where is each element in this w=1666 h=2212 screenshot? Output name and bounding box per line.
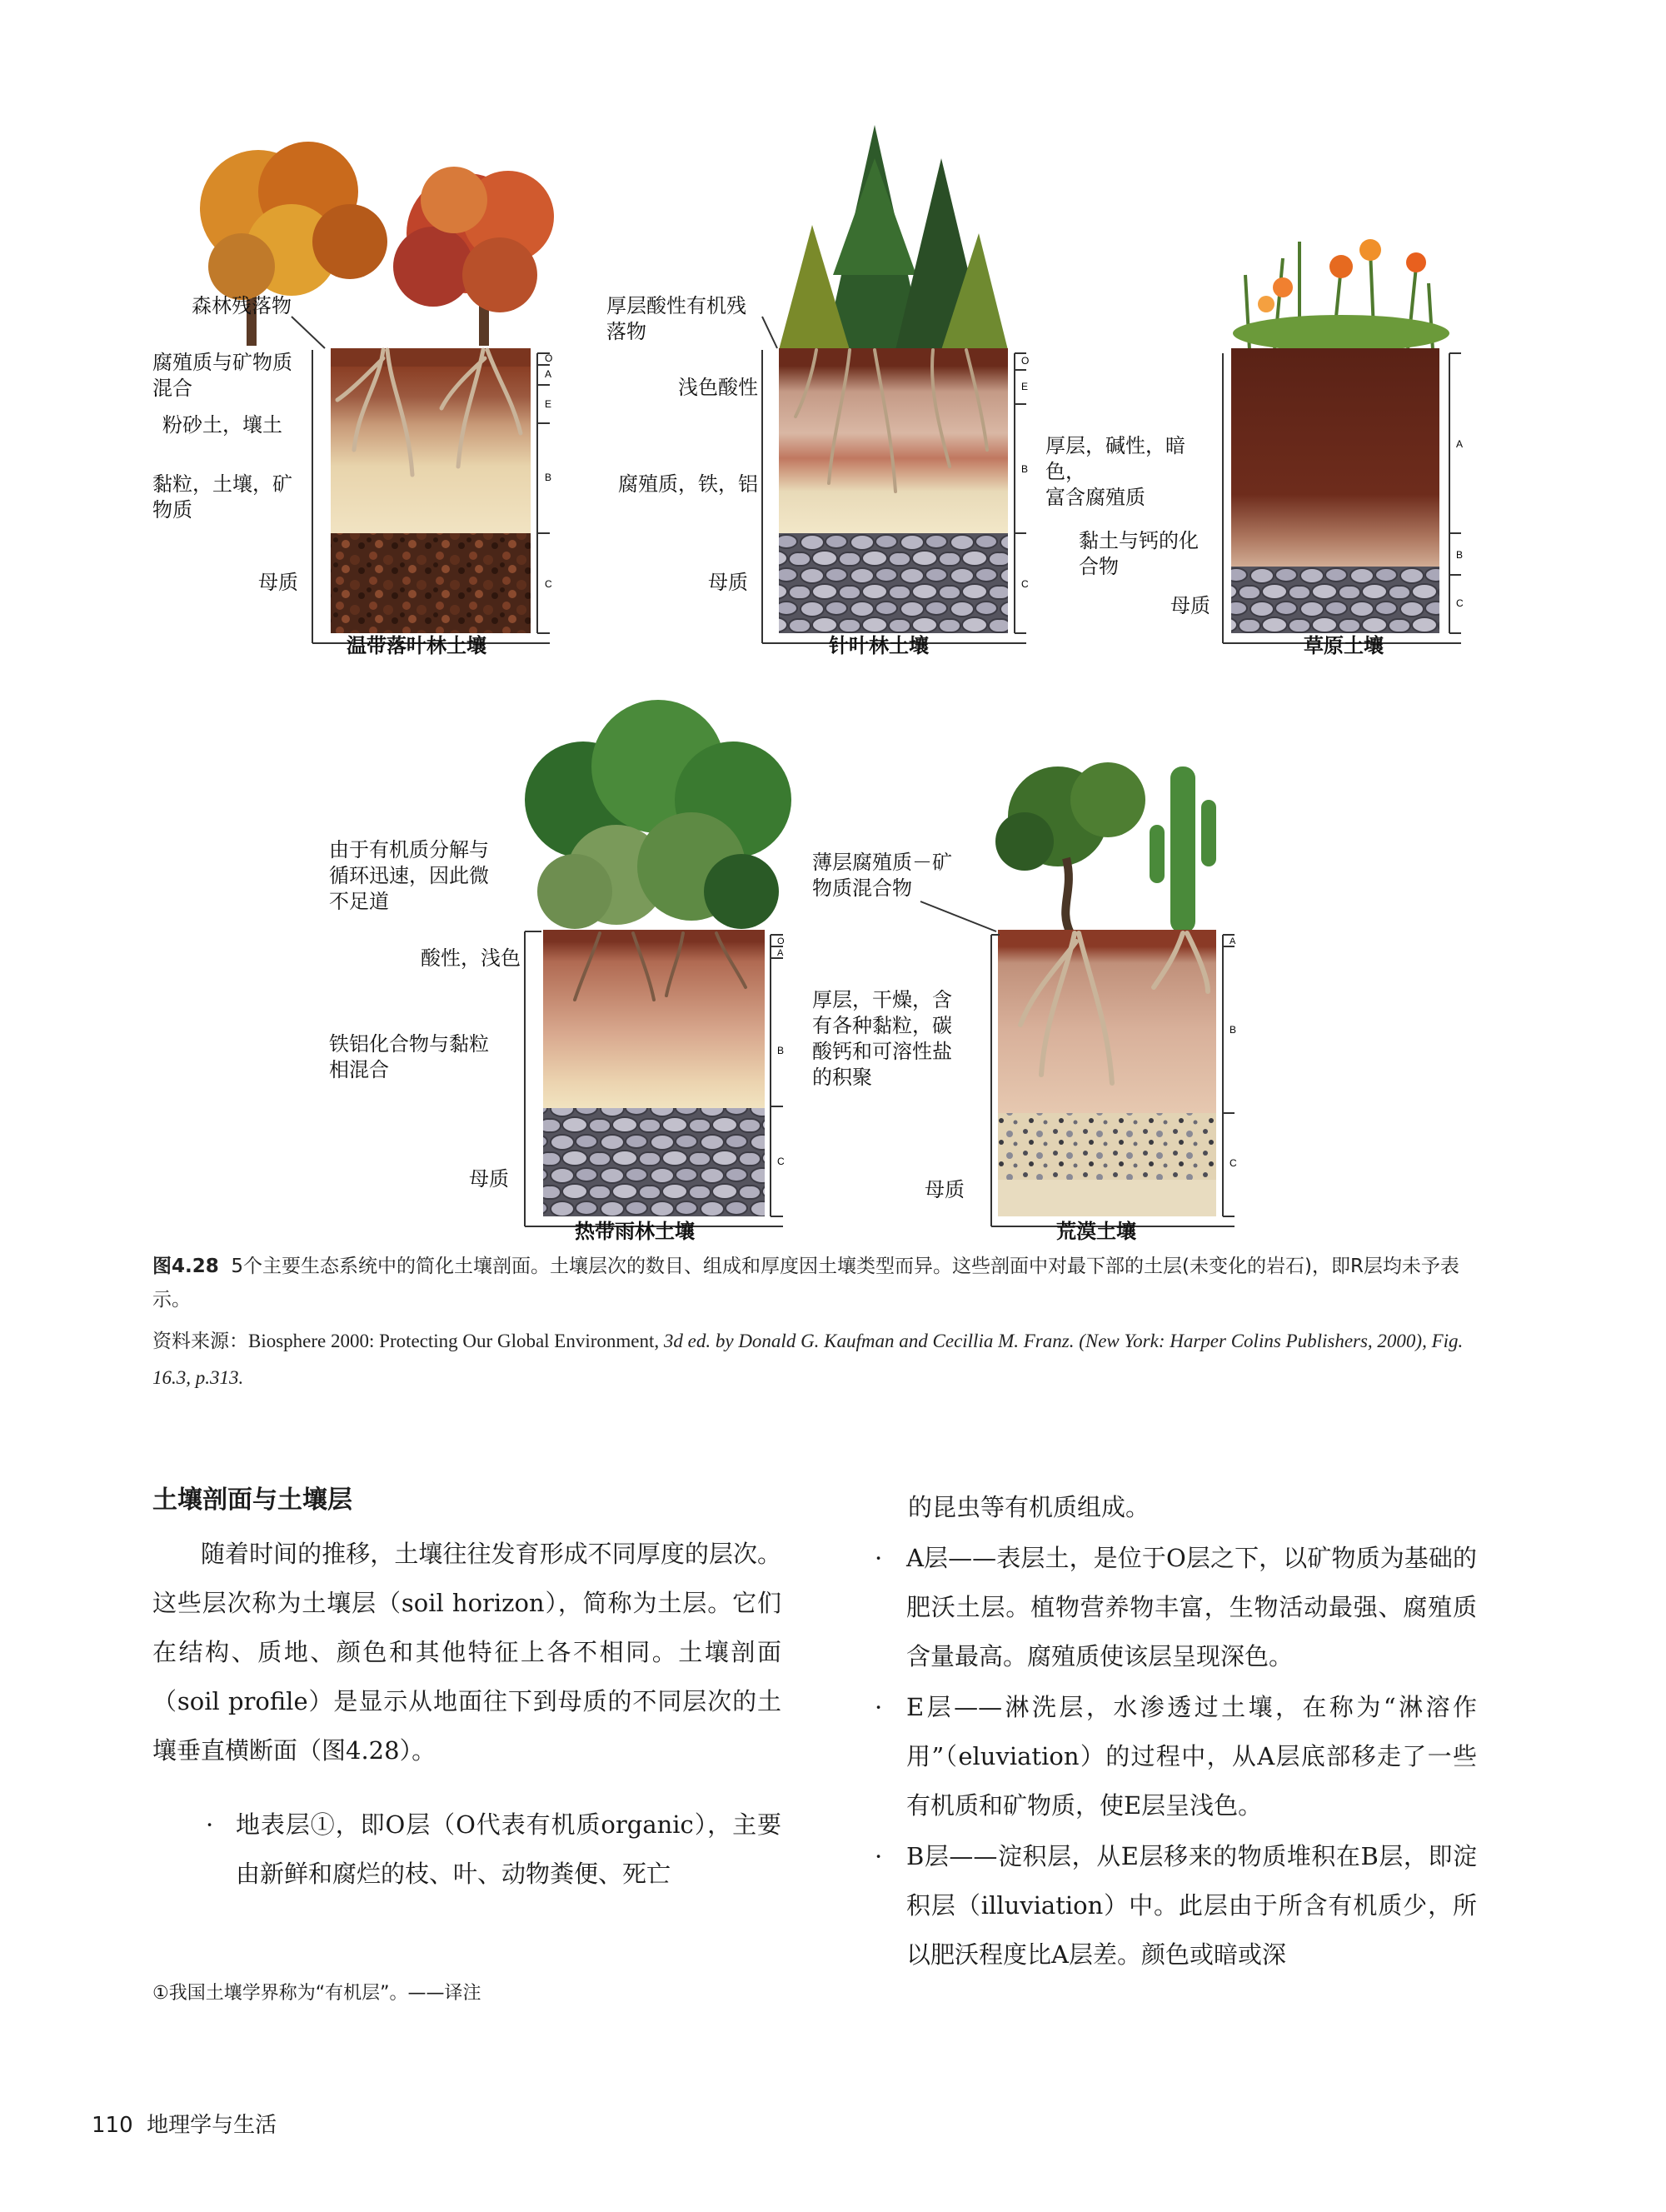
label-humus-mineral-mix: 腐殖质与矿物质 混合 — [152, 351, 292, 400]
label-thin-humus-mineral: 薄层腐殖质－矿 物质混合物 — [812, 851, 952, 900]
label-iron-aluminum-clay: 铁铝化合物与黏粒 相混合 — [329, 1032, 489, 1081]
label-silt-loam: 粉砂土，壤土 — [162, 413, 282, 437]
source-title: Biosphere 2000: Protecting Our Global Environment, — [248, 1331, 660, 1351]
profile-conifer — [762, 125, 1029, 643]
label-negligible-organic: 由于有机质分解与 循环迅速，因此微 不足道 — [329, 838, 489, 913]
caption-grassland: 草原土壤 — [1304, 634, 1384, 657]
svg-text:C: C — [1230, 1157, 1237, 1169]
svg-text:A: A — [545, 368, 552, 380]
conifer-tree-illustration — [779, 125, 1008, 350]
svg-text:O: O — [1021, 355, 1030, 367]
label-thick-dry-clay: 厚层，干燥，含 有各种黏粒，碳 酸钙和可溶性盐 的积聚 — [812, 988, 952, 1089]
svg-text:C: C — [777, 1156, 785, 1167]
svg-text:E: E — [1021, 381, 1029, 392]
svg-text:A: A — [1230, 936, 1236, 946]
bullet-b-horizon: · B层——淀积层，从E层移来的物质堆积在B层，即淀积层（illuviation）中。此层由于所含有机质少，所以肥沃程度比A层差。颜色或暗或深 — [875, 1842, 1477, 1969]
svg-text:B: B — [545, 472, 552, 483]
label-parent-material: 母质 — [925, 1178, 965, 1201]
grassland-plants-illustration — [1233, 239, 1449, 352]
figure-source — [152, 1323, 1473, 1396]
bullet-e-horizon: · E层——淋洗层，水渗透过土壤，在称为“淋溶作用”（eluviation）的过程中，从A层底部移走了一些有机质和矿物质，使E层呈浅色。 — [875, 1693, 1477, 1820]
svg-text:C: C — [545, 578, 552, 590]
svg-text:A: A — [1456, 438, 1464, 450]
right-column — [875, 1483, 1477, 1980]
desert-plants-illustration — [995, 762, 1216, 933]
svg-text:B: B — [1456, 549, 1464, 561]
svg-text:A: A — [777, 948, 784, 958]
label-parent-material: 母质 — [708, 571, 748, 594]
book-title: 地理学与生活 — [147, 2113, 277, 2138]
bullet-o-horizon: · 地表层①，即O层（O代表有机质organic），主要由新鲜和腐烂的枝、叶、动物粪便、死亡 — [206, 1810, 781, 1888]
label-acid-light: 酸性，浅色 — [421, 946, 521, 970]
label-light-acid: 浅色酸性 — [678, 376, 758, 399]
page-number: 110 — [92, 2113, 133, 2138]
rainforest-vegetation-illustration — [525, 700, 791, 929]
figure-number: 图4.28 — [152, 1256, 219, 1277]
left-column — [152, 1530, 781, 1899]
svg-text:B: B — [1230, 1024, 1237, 1036]
caption-conifer: 针叶林土壤 — [829, 634, 929, 657]
caption-rainforest: 热带雨林土壤 — [575, 1220, 695, 1243]
svg-text:C: C — [1456, 597, 1464, 609]
caption-desert: 荒漠土壤 — [1056, 1220, 1136, 1243]
label-thick-acid-litter: 厚层酸性有机残 落物 — [606, 294, 746, 343]
page-footer — [92, 2108, 277, 2139]
source-citation: 3d ed. by Donald G. Kaufman and Cecillia M. Franz. (New York: Harper Colins Publishers, 2000), Fig. 16.3, p.313. — [152, 1331, 1464, 1388]
label-clay-calcium: 黏土与钙的化 合物 — [1079, 529, 1199, 578]
svg-text:B: B — [777, 1045, 785, 1056]
label-thick-alkaline-dark: 厚层，碱性，暗色， 富含腐殖质 — [1045, 434, 1185, 509]
bullet-a-horizon: · A层——表层土，是位于O层之下，以矿物质为基础的肥沃土层。植物营养物丰富，生物活动最强、腐殖质含量最高。腐殖质使该层呈现深色。 — [875, 1544, 1477, 1670]
svg-text:E: E — [545, 398, 552, 410]
figure-caption-text: 5个主要生态系统中的简化土壤剖面。土壤层次的数目、组成和厚度因土壤类型而异。这些剖面中对最下部的土层(未变化的岩石)，即R层均未予表示。 — [152, 1256, 1459, 1311]
svg-text:B: B — [1021, 463, 1029, 475]
svg-text:O: O — [777, 936, 785, 946]
label-parent-material: 母质 — [1170, 594, 1210, 617]
intro-paragraph: 随着时间的推移，土壤往往发育形成不同厚度的层次。这些层次称为土壤层（soil horizon），简称为土层。它们在结构、质地、颜色和其他特征上各不相同。土壤剖面（soil profile）是显示从地面往下到母质的不同层次的土壤垂直横断面（图4.28）。 — [152, 1540, 781, 1765]
label-humus-iron-aluminum: 腐殖质，铁，铝 — [618, 472, 758, 496]
label-parent-material: 母质 — [469, 1167, 509, 1191]
section-heading: 土壤剖面与土壤层 — [152, 1485, 352, 1515]
label-parent-material: 母质 — [258, 571, 298, 594]
svg-text:O: O — [545, 352, 553, 364]
source-label: 资料来源： — [152, 1331, 248, 1351]
figure-caption — [152, 1250, 1473, 1316]
profile-rainforest — [525, 700, 791, 1226]
bullet-o-continuation: 的昆虫等有机质组成。 — [908, 1493, 1150, 1521]
label-forest-litter: 森林残落物 — [192, 294, 292, 317]
label-clay-soil-mineral: 黏粒，土壤，矿 物质 — [152, 472, 292, 522]
profile-grassland — [1223, 239, 1464, 643]
svg-text:C: C — [1021, 578, 1029, 590]
caption-temperate: 温带落叶林土壤 — [347, 634, 486, 657]
footnote: ①我国土壤学界称为“有机层”。——译注 — [152, 1983, 481, 2004]
